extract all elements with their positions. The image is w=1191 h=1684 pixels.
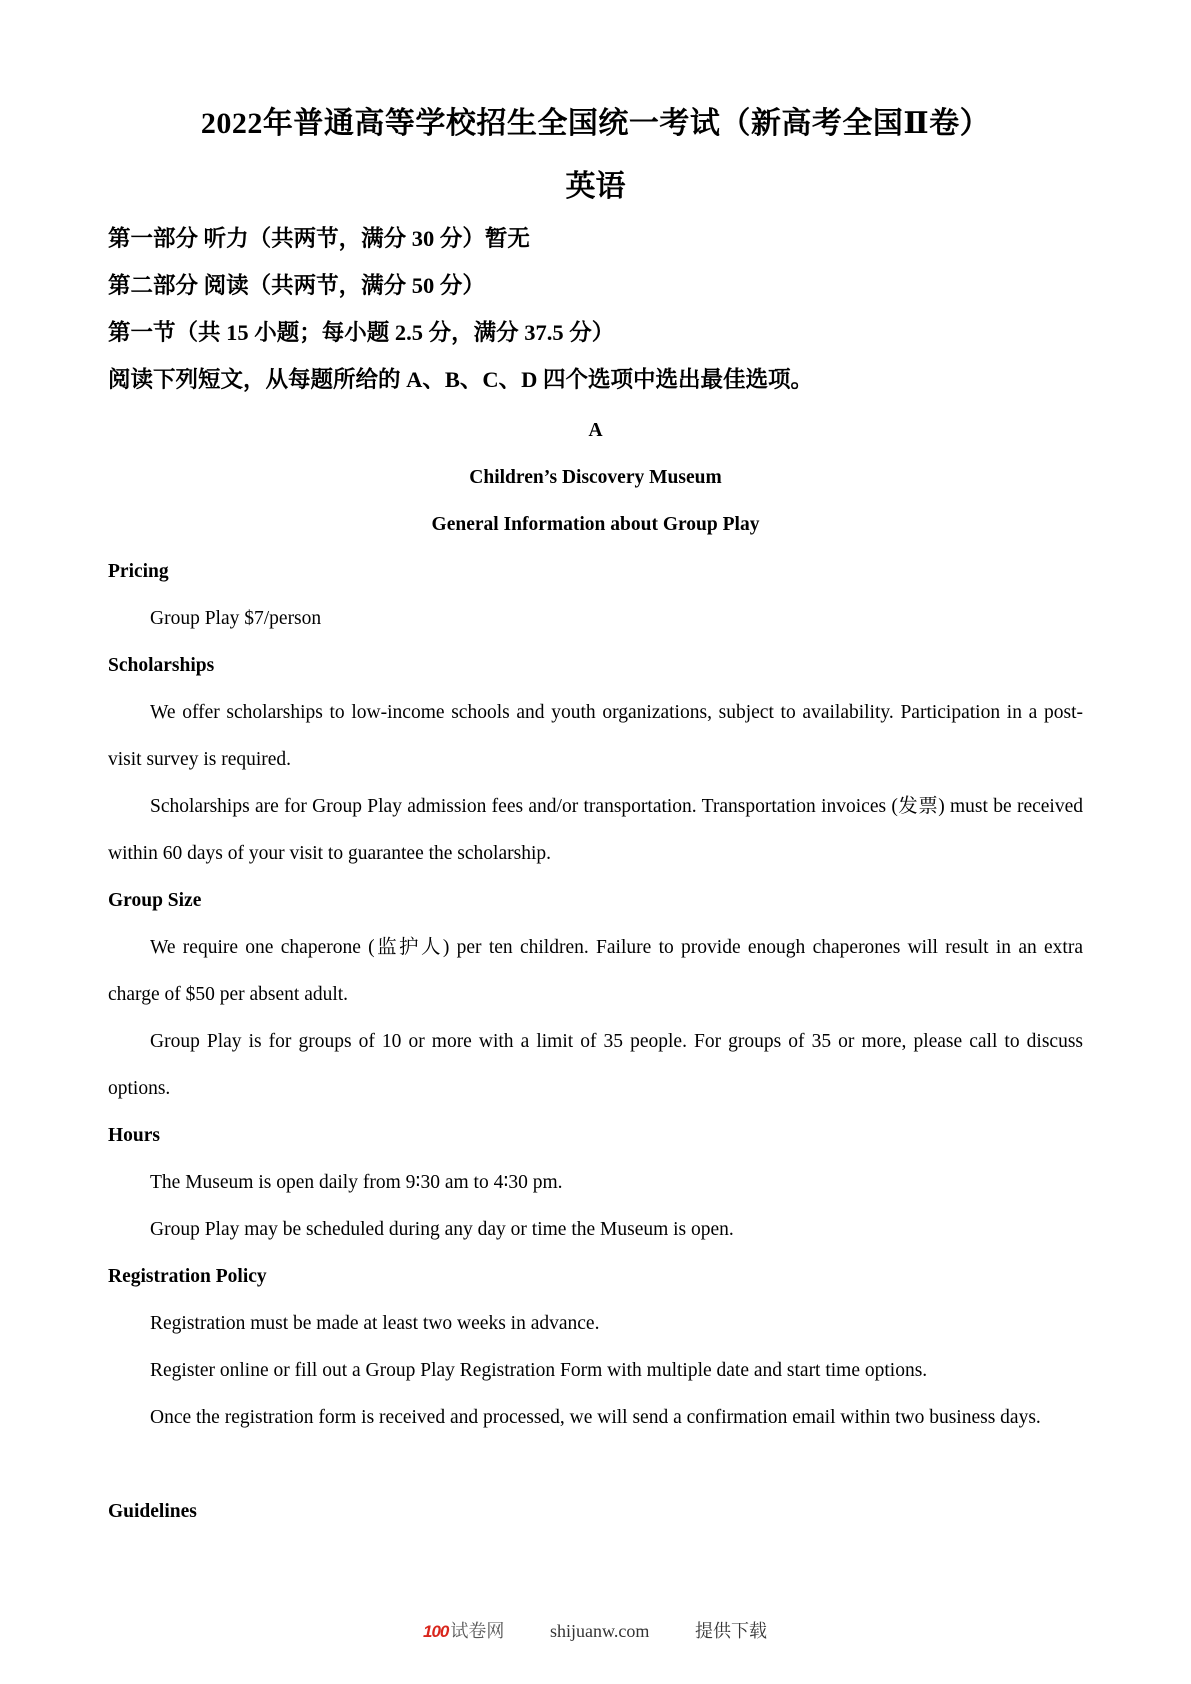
part2-instruction: 第二部分 阅读（共两节，满分 50 分） — [108, 273, 485, 298]
footer-logo-text: 试卷网 — [450, 1621, 505, 1641]
exam-title: 2022年普通高等学校招生全国统一考试（新高考全国Ⅱ卷） — [200, 107, 991, 140]
passage-subtitle: General Information about Group Play — [431, 514, 760, 535]
group-size-paragraph-1: We require one chaperone (监护人) per ten children. Failure to provide enough chaperones will result in an extra charge of $50 per absent adult. — [108, 937, 1083, 1005]
section-heading-group-size: Group Size — [108, 890, 202, 911]
section-heading-hours: Hours — [108, 1125, 161, 1146]
section-heading-scholarships: Scholarships — [108, 655, 215, 676]
footer-provide-text: 提供下载 — [695, 1621, 767, 1641]
group-size-paragraph-2: Group Play is for groups of 10 or more with a limit of 35 people. For groups of 35 or more, please call to discuss options. — [108, 1031, 1083, 1099]
part1-instruction: 第一部分 听力（共两节，满分 30 分）暂无 — [108, 226, 530, 251]
registration-paragraph-1: Registration must be made at least two weeks in advance. — [150, 1313, 600, 1334]
registration-paragraph-3: Once the registration form is received and processed, we will send a confirmation email within two business days. — [150, 1407, 1041, 1428]
footer-site-link[interactable]: shijuanw.com — [550, 1621, 650, 1641]
hours-paragraph-1: The Museum is open daily from 9∶30 am to 4∶30 pm. — [150, 1172, 563, 1193]
passage-letter: A — [588, 420, 603, 441]
section1-instruction: 第一节（共 15 小题；每小题 2.5 分，满分 37.5 分） — [108, 320, 615, 345]
passage-title: Children’s Discovery Museum — [469, 467, 722, 488]
footer-logo[interactable] — [423, 1617, 504, 1646]
scholarships-paragraph-2: Scholarships are for Group Play admission fees and/or transportation. Transportation invoices (发票) must be received within 60 days of your visit to guarantee the scholarship. — [108, 796, 1083, 864]
hours-paragraph-2: Group Play may be scheduled during any day or time the Museum is open. — [150, 1219, 734, 1240]
registration-paragraph-2: Register online or fill out a Group Play Registration Form with multiple date and start time options. — [150, 1360, 928, 1381]
directions-instruction: 阅读下列短文，从每题所给的 A、B、C、D 四个选项中选出最佳选项。 — [108, 367, 814, 392]
section-heading-registration: Registration Policy — [108, 1266, 267, 1287]
section-heading-pricing: Pricing — [108, 561, 169, 582]
scholarships-paragraph-1: We offer scholarships to low-income schools and youth organizations, subject to availability. Participation in a post-visit survey is required. — [108, 702, 1083, 770]
page-footer — [0, 1617, 1191, 1645]
subject-title: 英语 — [565, 170, 626, 203]
section-heading-guidelines: Guidelines — [108, 1501, 197, 1522]
footer-logo-number: 100 — [423, 1622, 449, 1641]
pricing-paragraph: Group Play $7/person — [150, 608, 322, 629]
